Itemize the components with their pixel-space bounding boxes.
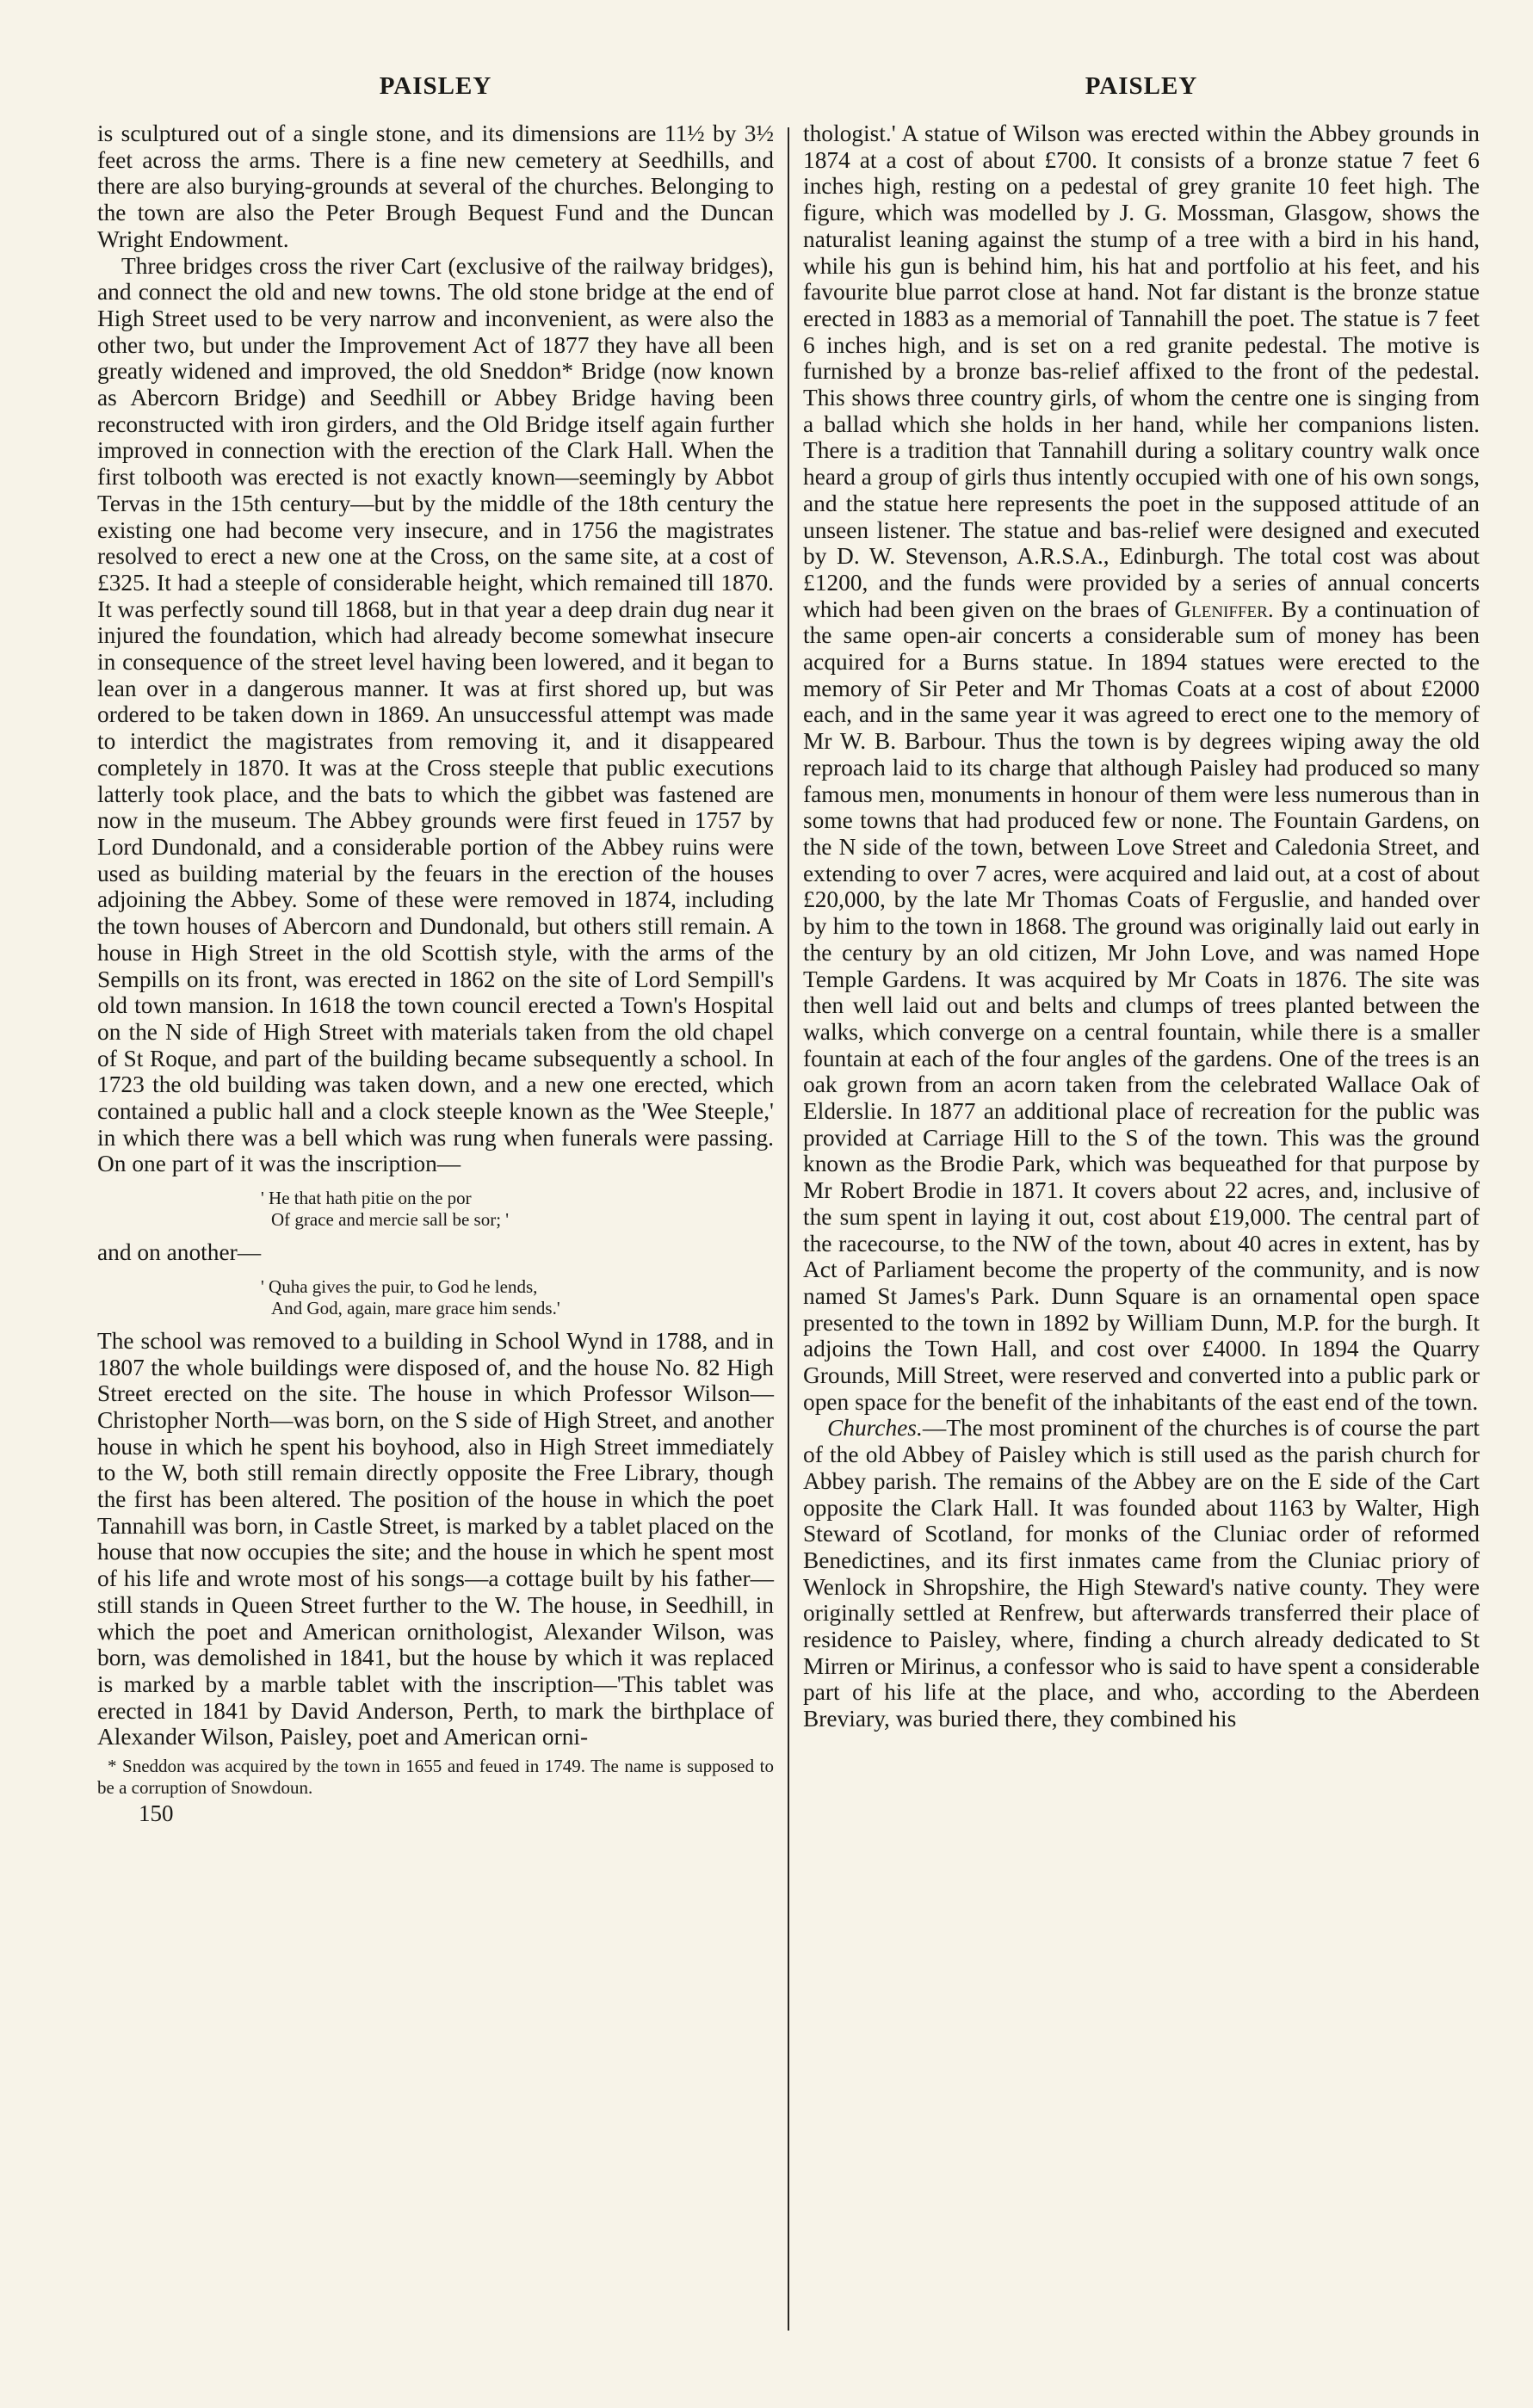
page-number: 150: [139, 1800, 174, 1827]
text-run: —The most prominent of the churches is of course the part of the old Abbey of Paisley which is still used as the parish church for Abbey parish. The remains of the Abbey are on the E side of the Cart opposite the Clark Hall. It was founded about 1163 by Walter, High Steward of Scotland, for monks of the Cluniac order of reformed Benedictines, and its first inmates came from the Cluniac priory of Wenlock in Shropshire, the High Steward's native county. They were originally settled at Renfrew, but afterwards transferred their place of residence to Paisley, where, finding a church already dedicated to St Mirren or Mirinus, a confessor who is said to have spent a considerable part of his life at the place, and who, according to the Aberdeen Breviary, was buried there, they combined his: [803, 1415, 1480, 1732]
footnote-text: * Sneddon was acquired by the town in 1655 and feued in 1749. The name is supposed to be a corruption of Snowdoun.: [97, 1756, 774, 1799]
text-run: . By a continuation of the same open-air concerts a considerable sum of money has been acquired for a Burns statue. In 1894 statues were erected to the memory of Sir Peter and Mr Thomas Coats at a cost of about £2000 each, and in the same year it was agreed to erect one to the memory of Mr W. B. Barbour. Thus the town is by degrees wiping away the old reproach laid to its charge that although Paisley had produced so many famous men, monuments in honour of them were less numerous than in some towns that had produced few or none. The Fountain Gardens, on the N side of the town, between Love Street and Caledonia Street, and extending to over 7 acres, were acquired and laid out, at a cost of about £20,000, by the late Mr Thomas Coats of Ferguslie, and handed over by him to the town in 1868. The ground was originally laid out early in the century by an old citizen, Mr John Love, and was named Hope Temple Gardens. It was acquired by Mr Coats in 1876. The site was then well laid out and belts and clumps of trees planted between the walks, which converge on a central fountain, while there is a smaller fountain at each of the four angles of the gardens. One of the trees is an oak grown from an acorn taken from the celebrated Wallace Oak of Elderslie. In 1877 an additional place of recreation for the public was provided at Carriage Hill to the S of the town. This was the ground known as the Brodie Park, which was bequeathed for that purpose by Mr Robert Brodie in 1871. It covers about 22 acres, and, inclusive of the sum spent in laying it out, cost about £19,000. The central part of the racecourse, to the NW of the town, about 40 acres in extent, has by Act of Parliament become the property of the community, and is now named St James's Park. Dunn Square is an ornamental open space presented to the town in 1892 by William Dunn, M.P. for the burgh. It adjoins the Town Hall, and cost over £4000. In 1894 the Quarry Grounds, Mill Street, were reserved and converted into a public park or open space for the benefit of the inhabitants of the east end of the town.: [803, 596, 1480, 1415]
text-run: thologist.' A statue of Wilson was erected within the Abbey grounds in 1874 at a cost of about £700. It consists of a bronze statue 7 feet 6 inches high, resting on a pedestal of grey granite 10 feet high. The figure, which was modelled by J. G. Mossman, Glasgow, shows the naturalist leaning against the stump of a tree with a bird in his hand, while his gun is behind him, his hat and portfolio at his feet, and his favourite blue parrot close at hand. Not far distant is the bronze statue erected in 1883 as a memorial of Tannahill the poet. The statue is 7 feet 6 inches high, and is set on a red granite pedestal. The motive is furnished by a bronze bas-relief affixed to the front of the pedestal. This shows three country girls, of whom the centre one is singing from a ballad which she holds in her hand, while her companions listen. There is a tradition that Tannahill during a solitary country walk once heard a group of girls thus intently occupied with one of his own songs, and the statue here represents the poet in the supposed attitude of an unseen listener. The statue and bas-relief were designed and executed by D. W. Stevenson, A.R.S.A., Edinburgh. The total cost was about £1200, and the funds were provided by a series of annual concerts which had been given on the braes of: [803, 120, 1480, 622]
paragraph: is sculptured out of a single stone, and its dimensions are 11½ by 3½ feet across the arms. There is a fine new cemetery at Seedhills, and there are also burying-grounds at several of the churches. Belonging to the town are also the Peter Brough Bequest Fund and the Duncan Wright Endowment.: [97, 120, 774, 252]
paragraph: The school was removed to a building in School Wynd in 1788, and in 1807 the whole buildings were disposed of, and the house No. 82 High Street erected on the site. The house in which Professor Wilson—Christopher North—was born, on the S side of High Street, and another house in which he spent his boyhood, also in High Street immediately to the W, both still remain directly opposite the Free Library, though the first has been altered. The position of the house in which the poet Tannahill was born, in Castle Street, is marked by a tablet placed on the house that now occupies the site; and the house in which he spent most of his life and wrote most of his songs—a cottage built by his father—still stands in Queen Street further to the W. The house, in Seedhill, in which the poet and American ornithologist, Alexander Wilson, was born, was demolished in 1841, but the house by which it was replaced is marked by a marble tablet with the inscription—'This tablet was erected in 1841 by David Anderson, Perth, to mark the birthplace of Alexander Wilson, Paisley, poet and American orni-: [97, 1327, 774, 1750]
verse-inscription-2: [97, 1276, 774, 1319]
place-name-smallcaps: Gleniffer: [1174, 596, 1268, 622]
right-body: [803, 120, 1480, 1732]
footnote: [97, 1756, 774, 1799]
paragraph: Three bridges cross the river Cart (exclusive of the railway bridges), and connect the old and new towns. The old stone bridge at the end of High Street used to be very narrow and inconvenient, as were also the other two, but under the Improvement Act of 1877 they have all been greatly widened and improved, the old Sneddon* Bridge (now known as Abercorn Bridge) and Seedhill or Abbey Bridge having been reconstructed with iron girders, and the Old Bridge itself again further improved in connection with the erection of the Clark Hall. When the first tolbooth was erected is not exactly known—seemingly by Abbot Tervas in the 15th century—but by the middle of the 18th century the existing one had become very insecure, and in 1756 the magistrates resolved to erect a new one at the Cross, on the same site, at a cost of £325. It had a steeple of considerable height, which remained till 1870. It was perfectly sound till 1868, but in that year a deep drain dug near it injured the foundation, which had already become somewhat insecure in consequence of the street level having been lowered, and it began to lean over in a dangerous manner. It was at first shored up, but was ordered to be taken down in 1869. An unsuccessful attempt was made to interdict the magistrates from removing it, and it disappeared completely in 1870. It was at the Cross steeple that public executions latterly took place, and the bats to which the gibbet was fastened are now in the museum. The Abbey grounds were first feued in 1757 by Lord Dundonald, and a considerable portion of the Abbey ruins were used as building material by the feuars in the erection of the houses adjoining the Abbey. Some of these were removed in 1874, including the town houses of Abercorn and Dundonald, but others still remain. A house in High Street in the old Scottish style, with the arms of the Sempills on its front, was erected in 1862 on the site of Lord Sempill's old town mansion. In 1618 the town council erected a Town's Hospital on the N side of High Street with materials taken from the old chapel of St Roque, and part of the building became subsequently a school. In 1723 the old building was taken down, and a new one erected, which contained a public hall and a clock steeple known as the 'Wee Steeple,' in which there was a bell which was rung when funerals were passing. On one part of it was the inscription—: [97, 252, 774, 1177]
column-divider: [788, 127, 789, 2331]
verse-line: ' Quha gives the puir, to God he lends,: [261, 1275, 538, 1297]
running-head-right: PAISLEY: [1085, 72, 1198, 100]
left-body: [97, 120, 774, 1750]
running-head-left: PAISLEY: [379, 72, 492, 100]
left-column: [97, 72, 774, 1827]
paragraph: [803, 120, 1480, 1415]
verse-line: ' He that hath pitie on the por: [261, 1188, 472, 1209]
verse-inscription-1: [97, 1188, 774, 1231]
section-lead-churches: Churches.: [827, 1415, 923, 1442]
verse-line: Of grace and mercie sall be sor; ': [271, 1209, 510, 1231]
paragraph: and on another—: [97, 1239, 262, 1266]
right-column: [803, 72, 1480, 1732]
paragraph: [803, 1415, 1480, 1732]
verse-line: And God, again, mare grace him sends.': [271, 1297, 560, 1318]
